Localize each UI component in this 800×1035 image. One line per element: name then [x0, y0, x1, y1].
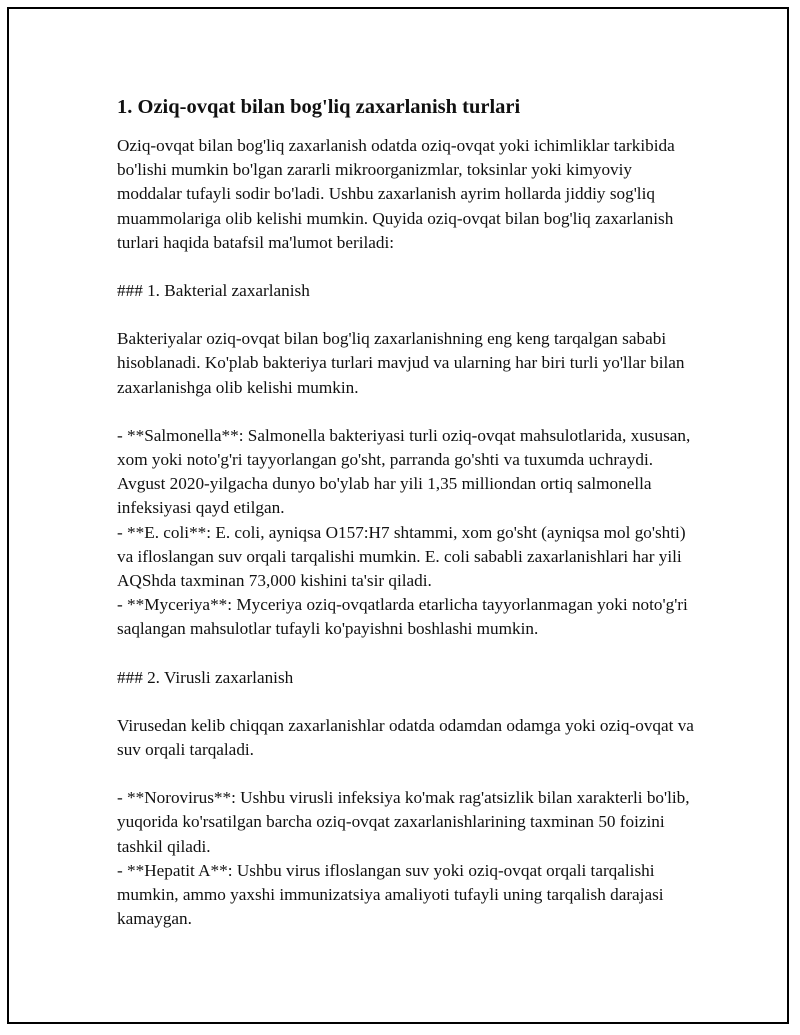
section-heading-bacterial: ### 1. Bakterial zaxarlanish — [117, 281, 310, 301]
document-body — [117, 94, 697, 931]
viral-list: - **Norovirus**: Ushbu virusli infeksiya ko'mak rag'atsizlik bilan xarakterli bo'lib, yuqorida ko'rsatilgan barcha oziq-ovqat zaxarlanishlarining taxminan 50 foizini tashkil qiladi. - **Hepatit A**: Ushbu virus ifloslangan suv yoki oziq-ovqat orqali tarqalishi mumkin, ammo yaxshi immunizatsiya amaliyoti tufayli uning tarqalish darajasi kamaygan. — [117, 788, 690, 929]
section-heading-viral: ### 2. Virusli zaxarlanish — [117, 667, 294, 687]
document-title: 1. Oziq-ovqat bilan bog'liq zaxarlanish turlari — [117, 96, 521, 118]
bacterial-list: - **Salmonella**: Salmonella bakteriyasi turli oziq-ovqat mahsulotlarida, xususan, xom yoki noto'g'ri tayyorlangan go'sht, parranda go'shti va tuxumda uchraydi. Avgust 2020-yilgacha dunyo bo'ylab har yili 1,35 milliondan ortiq salmonella infeksiyasi qayd etilgan. - **E. coli**: E. coli, ayniqsa O157:H7 shtammi, xom go'sht (ayniqsa mol go'shti) va ifloslangan suv orqali tarqalishi mumkin. E. coli sababli zaxarlanishlari har yili AQShda taxminan 73,000 kishini ta'sir qiladi. - **Myceriya**: Myceriya oziq-ovqatlarda etarlicha tayyorlanmagan yoki noto'g'ri saqlangan mahsulotlar tufayli ko'payishni boshlashi mumkin. — [117, 425, 691, 639]
intro-paragraph: Oziq-ovqat bilan bog'liq zaxarlanish odatda oziq-ovqat yoki ichimliklar tarkibida bo'lishi mumkin bo'lgan zararli mikroorganizmlar, toksinlar yoki kimyoviy moddalar tufayli sodir bo'ladi. Ushbu zaxarlanish ayrim hollarda jiddiy sog'liq muammolariga olib kelishi mumkin. Quyida oziq-ovqat bilan bog'liq zaxarlanish turlari haqida batafsil ma'lumot beriladi: — [117, 136, 680, 252]
bacterial-intro-paragraph: Bakteriyalar oziq-ovqat bilan bog'liq zaxarlanishning eng keng tarqalgan sababi hisoblanadi. Ko'plab bakteriya turlari mavjud va ularning har biri turli yo'llar bilan zaxarlanishga olib kelishi mumkin. — [117, 329, 689, 397]
viral-intro-paragraph: Virusedan kelib chiqqan zaxarlanishlar odatda odamdan odamga yoki oziq-ovqat va suv orqali tarqaladi. — [117, 715, 699, 760]
